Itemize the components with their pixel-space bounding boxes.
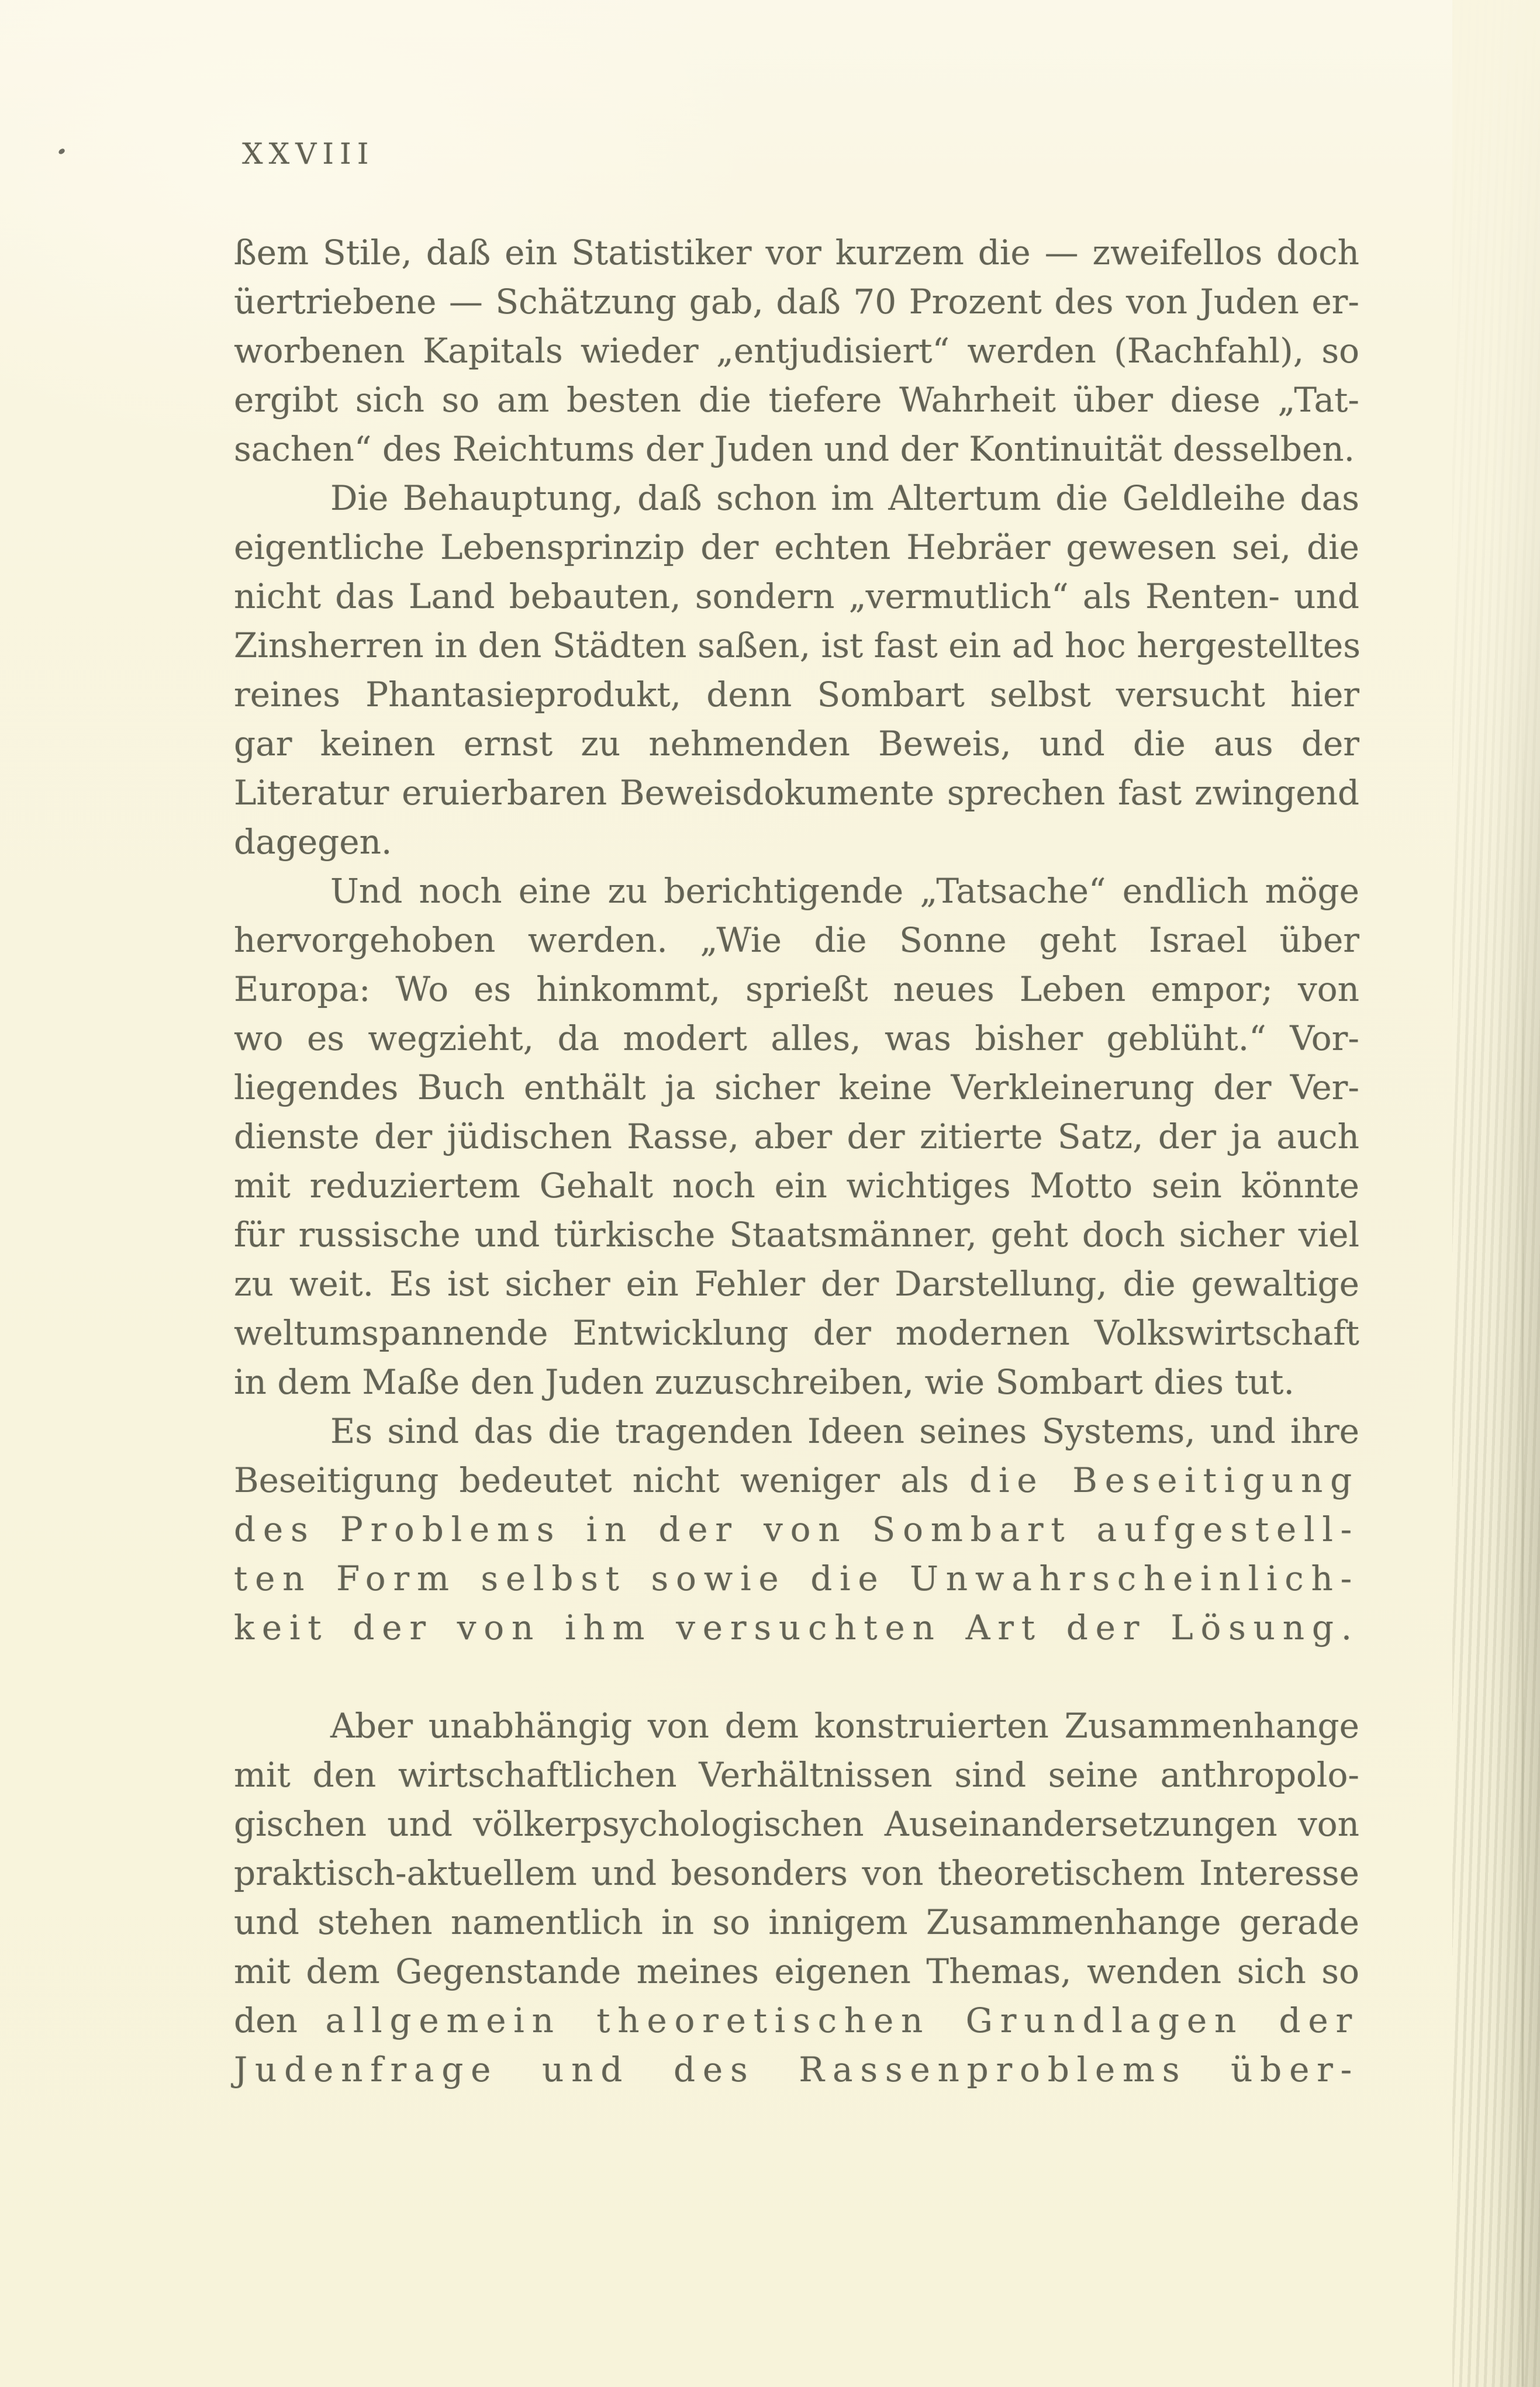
plain-text: Beseitigung bedeutet nicht weniger als [234, 1460, 970, 1500]
text-line: dienste der jüdischen Rasse, aber der zitierte Satz, der ja auch [234, 1117, 1359, 1156]
page-number: XXVIII [242, 137, 375, 171]
text-line: wo es wegzieht, da modert alles, was bisher geblüht.“ Vor- [234, 1018, 1359, 1058]
text-line: Judenfrage und des Rassenproblems über- [234, 2050, 1359, 2089]
text-line: Und noch eine zu berichtigende „Tatsache“ endlich möge [330, 871, 1359, 911]
text-line: weltumspannende Entwicklung der modernen Volkswirtschaft [234, 1313, 1359, 1353]
text-line: hervorgehoben werden. „Wie die Sonne geht Israel über [234, 920, 1359, 960]
letterspaced-text: die Beseitigung [969, 1460, 1359, 1500]
text-line: ten Form selbst sowie die Unwahrscheinlich- [234, 1559, 1359, 1598]
text-line: mit dem Gegenstande meines eigenen Themas, wenden sich so [234, 1951, 1359, 1991]
text-line: worbenen Kapitals wieder „entjudisiert“ werden (Rachfahl), so [234, 331, 1359, 371]
text-line: Zinsherren in den Städten saßen, ist fast ein ad hoc hergestelltes [234, 626, 1361, 665]
text-line: zu weit. Es ist sicher ein Fehler der Darstellung, die gewaltige [234, 1264, 1359, 1304]
text-line: keit der von ihm versuchten Art der Lösung. [234, 1608, 1359, 1647]
text-line: mit den wirtschaftlichen Verhältnissen sind seine anthropolo- [234, 1755, 1359, 1795]
letterspaced-text: allgemein theoretischen Grundlagen der [325, 2001, 1359, 2040]
text-line: für russische und türkische Staatsmänner, geht doch sicher viel [234, 1215, 1359, 1255]
text-line: Die Behauptung, daß schon im Altertum die Geldleihe das [330, 478, 1359, 518]
text-line: sachen“ des Reichtums der Juden und der Kontinuität desselben. [234, 429, 1355, 469]
text-line: gischen und völkerpsychologischen Auseinandersetzungen von [234, 1804, 1359, 1844]
text-line: ßem Stile, daß ein Statistiker vor kurzem die — zweifellos doch [234, 233, 1359, 272]
text-line [234, 1996, 1359, 2045]
text-line: liegendes Buch enthält ja sicher keine Verkleinerung der Ver- [234, 1068, 1359, 1107]
text-line: üertriebene — Schätzung gab, daß 70 Prozent des von Juden er- [234, 282, 1359, 322]
text-line: Aber unabhängig von dem konstruierten Zusammenhange [330, 1706, 1359, 1746]
text-line: gar keinen ernst zu nehmenden Beweis, und die aus der [234, 724, 1359, 764]
page-edge-shading [1452, 0, 1540, 2387]
text-line: des Problems in der von Sombart aufgestell- [234, 1509, 1359, 1549]
text-line: Literatur eruierbaren Beweisdokumente sprechen fast zwingend [234, 773, 1359, 813]
text-line [234, 1456, 1359, 1505]
text-line: praktisch-aktuellem und besonders von theoretischem Interesse [234, 1853, 1359, 1893]
text-line: reines Phantasieprodukt, denn Sombart selbst versucht hier [234, 675, 1359, 714]
ink-speck [58, 148, 65, 155]
body-text [234, 228, 1359, 2094]
text-line: Es sind das die tragenden Ideen seines Systems, und ihre [330, 1411, 1359, 1451]
text-line: eigentliche Lebensprinzip der echten Hebräer gewesen sei, die [234, 527, 1359, 567]
text-line: Europa: Wo es hinkommt, sprießt neues Leben empor; von [234, 969, 1359, 1009]
text-line: ergibt sich so am besten die tiefere Wahrheit über diese „Tat- [234, 380, 1359, 420]
plain-text: den [234, 2001, 326, 2040]
text-line: mit reduziertem Gehalt noch ein wichtiges Motto sein könnte [234, 1166, 1359, 1205]
text-line: in dem Maße den Juden zuzuschreiben, wie Sombart dies tut. [234, 1362, 1294, 1402]
text-line: nicht das Land bebauten, sondern „vermutlich“ als Renten- und [234, 576, 1359, 616]
text-line: dagegen. [234, 822, 392, 862]
text-line: und stehen namentlich in so innigem Zusammenhange gerade [234, 1902, 1359, 1942]
page-edge-line [1522, 668, 1524, 2387]
blank-line [234, 1652, 1359, 1701]
